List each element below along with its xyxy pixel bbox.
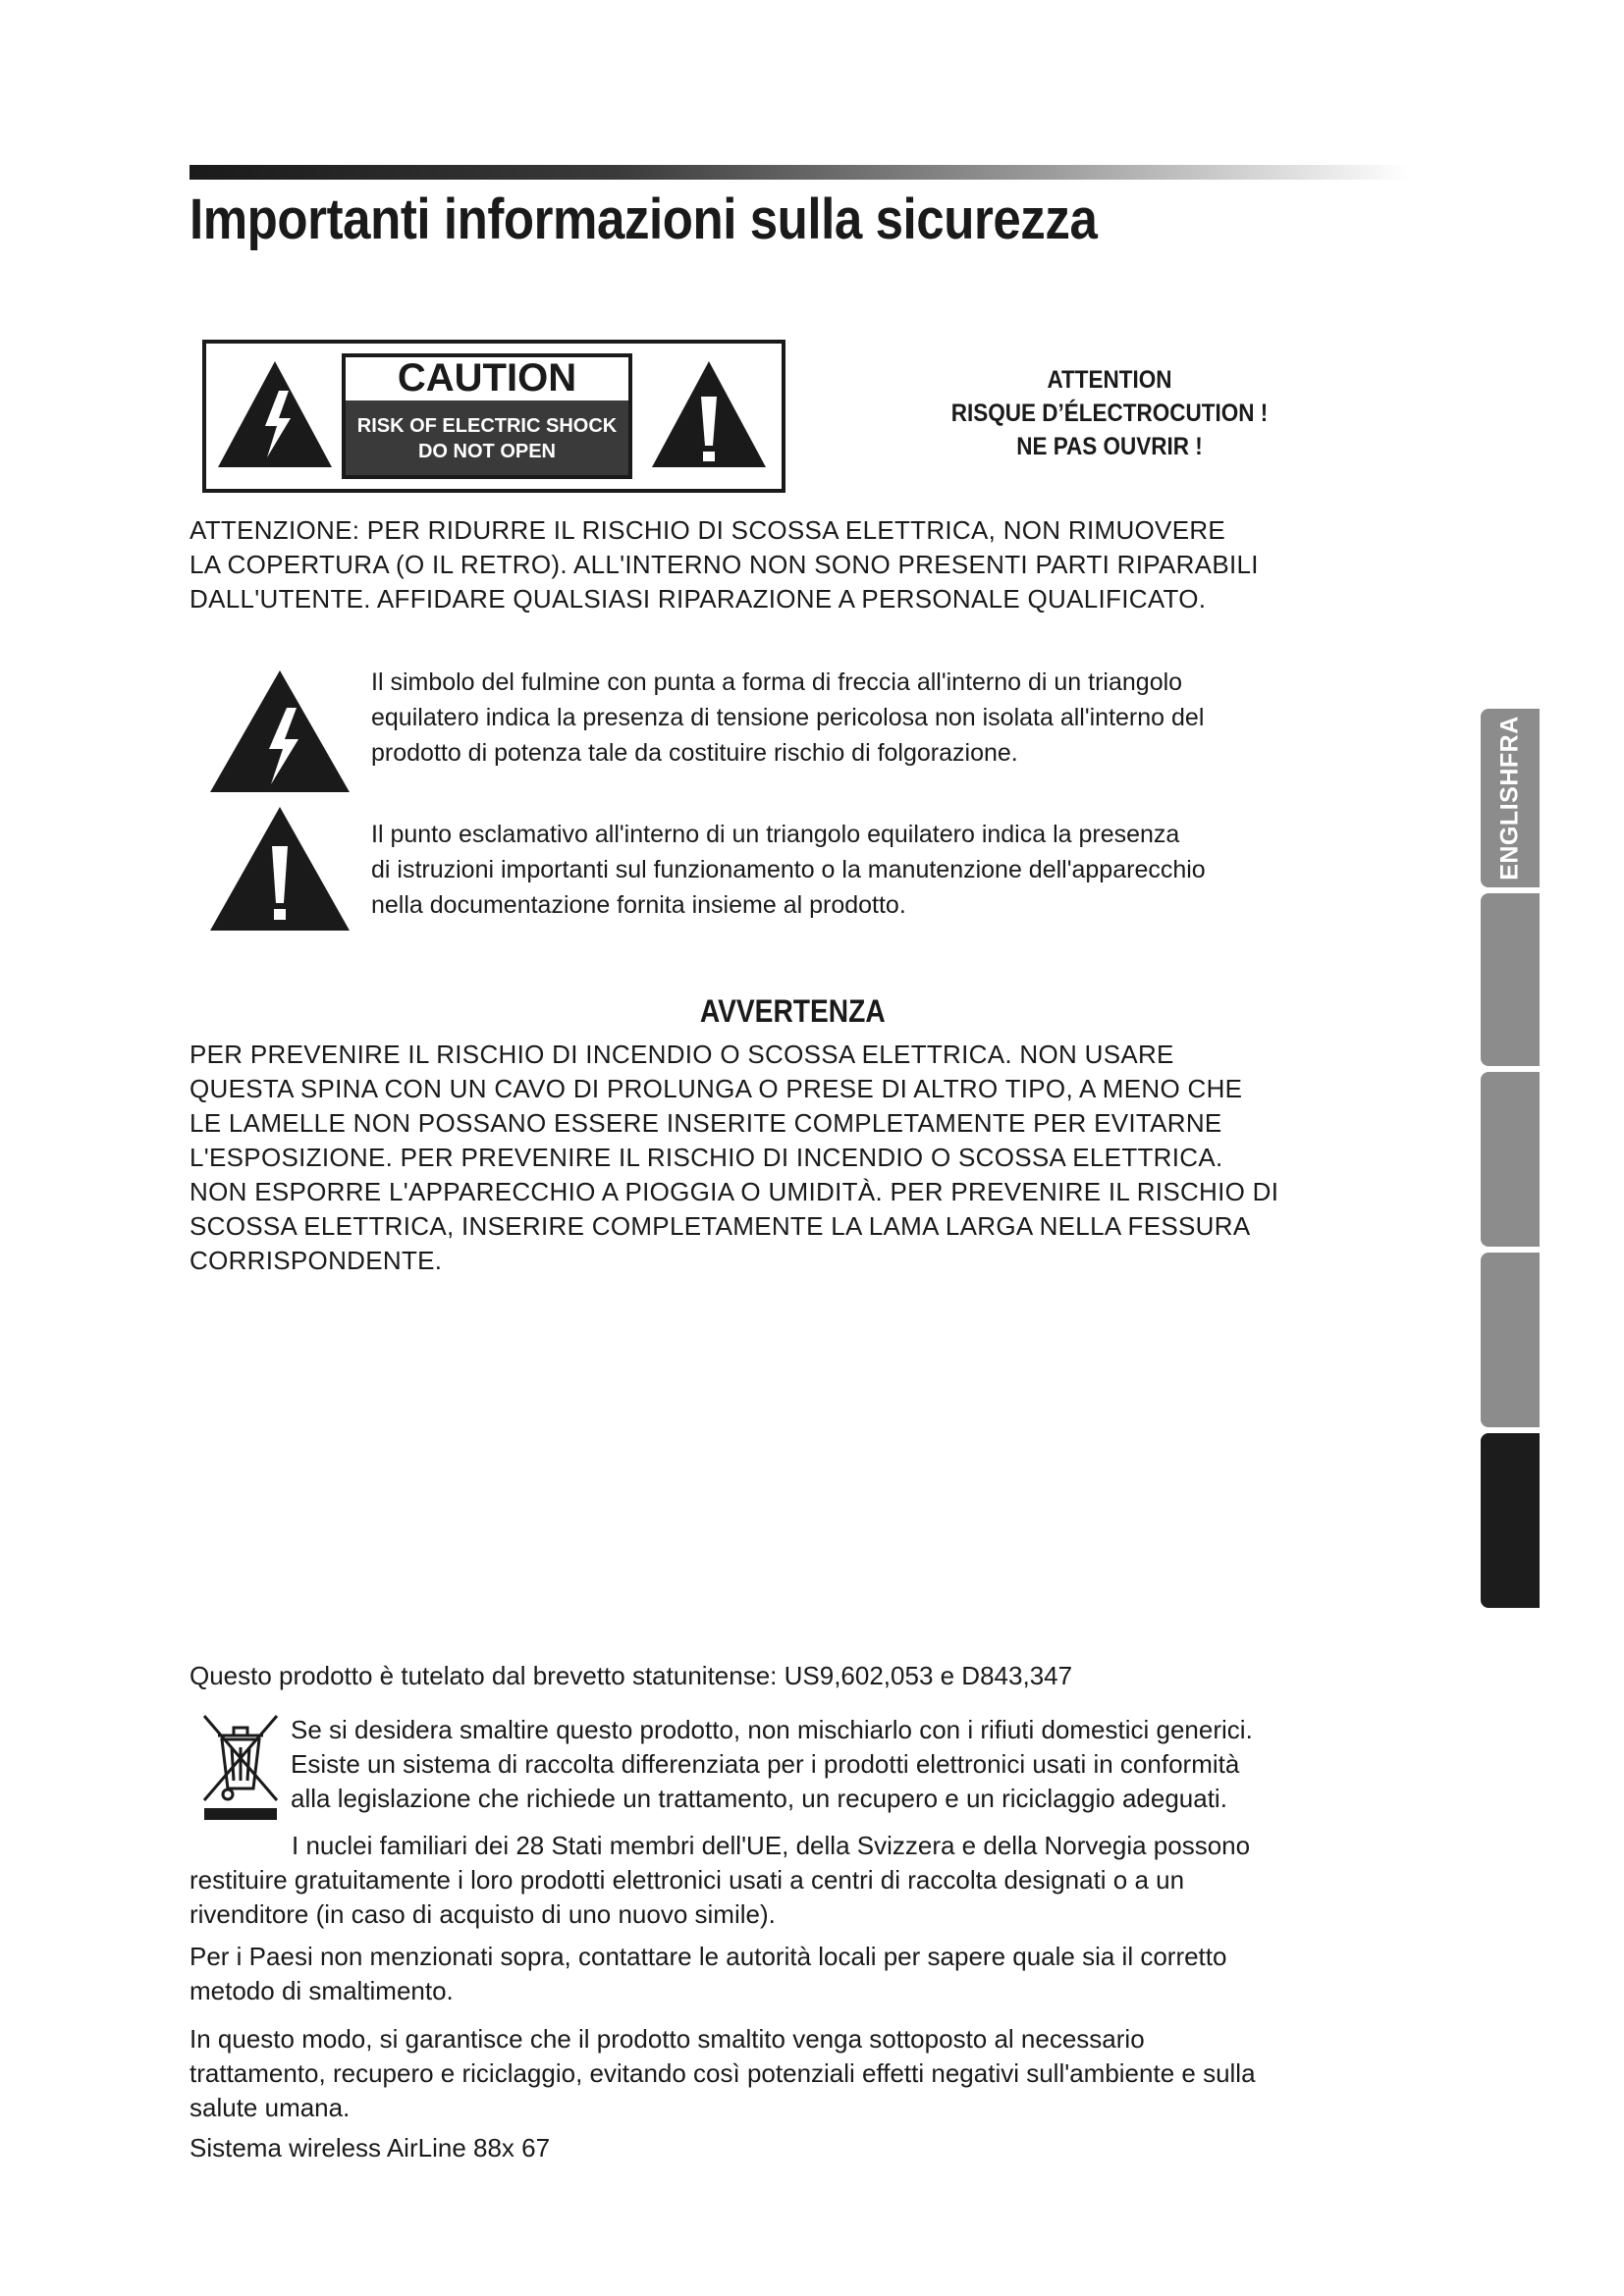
attention-line: NE PAS OUVRIR ! bbox=[1016, 433, 1203, 460]
eu-line: I nuclei familiari dei 28 Stati membri dell'UE, della Svizzera e della Norvegia possono bbox=[292, 1831, 1251, 1860]
caution-label bbox=[202, 340, 785, 493]
attention-line: ATTENTION bbox=[1047, 366, 1172, 394]
weee-line: alla legislazione che richiede un trattamento, un recupero e un riciclaggio adeguati. bbox=[291, 1784, 1227, 1813]
page-title: Importanti informazioni sulla sicurezza bbox=[189, 187, 1098, 251]
avvertenza-line: QUESTA SPINA CON UN CAVO DI PROLUNGA O PRESE DI ALTRO TIPO, A MENO CHE bbox=[189, 1074, 1243, 1103]
attenzione-paragraph bbox=[189, 513, 1259, 616]
exclamation-line: di istruzioni importanti sul funzionamento o la manutenzione dell'apparecchio bbox=[371, 856, 1206, 883]
attenzione-line: ATTENZIONE: PER RIDURRE IL RISCHIO DI SCOSSA ELETTRICA, NON RIMUOVERE bbox=[189, 515, 1226, 545]
weee-paragraph bbox=[291, 1713, 1420, 1816]
attention-block bbox=[884, 363, 1335, 463]
lightning-line: equilatero indica la presenza di tensione pericolosa non isolata all'interno del bbox=[371, 704, 1205, 731]
caution-heading: CAUTION bbox=[397, 356, 577, 400]
language-tab-english[interactable] bbox=[1481, 709, 1540, 887]
avvertenza-paragraph bbox=[189, 1038, 1278, 1278]
caution-line-2: DO NOT OPEN bbox=[417, 441, 557, 462]
exclamation-line: nella documentazione fornita insieme al prodotto. bbox=[371, 891, 906, 919]
guarantee-line: In questo modo, si garantisce che il prodotto smaltito venga sottoposto al necessario bbox=[189, 2024, 1145, 2054]
language-tab-label: ENGLISHFRA bbox=[1495, 716, 1524, 881]
language-tab[interactable] bbox=[1481, 893, 1540, 1066]
guarantee-line: trattamento, recupero e riciclaggio, evitando così potenziali effetti negativi sull'ambiente e sulla bbox=[189, 2058, 1256, 2088]
language-tab[interactable] bbox=[1481, 1253, 1540, 1427]
patent-notice: Questo prodotto è tutelato dal brevetto statunitense: US9,602,053 e D843,347 bbox=[189, 1661, 1073, 1690]
exclamation-line: Il punto esclamativo all'interno di un triangolo equilatero indica la presenza bbox=[371, 821, 1180, 848]
guarantee-paragraph bbox=[189, 2022, 1417, 2125]
avvertenza-line: SCOSSA ELETTRICA, INSERIRE COMPLETAMENTE LA LAMA LARGA NELLA FESSURA bbox=[189, 1211, 1251, 1241]
avvertenza-line: NON ESPORRE L'APPARECCHIO A PIOGGIA O UMIDITÀ. PER PREVENIRE IL RISCHIO DI bbox=[189, 1177, 1279, 1206]
language-tab-active[interactable] bbox=[1481, 1433, 1540, 1608]
language-tab[interactable] bbox=[1481, 1072, 1540, 1247]
guarantee-line: salute umana. bbox=[189, 2093, 351, 2122]
other-line: Per i Paesi non menzionati sopra, contattare le autorità locali per sapere quale sia il corretto bbox=[189, 1942, 1227, 1971]
avvertenza-heading bbox=[189, 993, 1395, 1030]
avvertenza-line: CORRISPONDENTE. bbox=[189, 1246, 443, 1275]
lightning-line: Il simbolo del fulmine con punta a forma di freccia all'interno di un triangolo bbox=[371, 668, 1183, 696]
weee-line: Esiste un sistema di raccolta differenziata per i prodotti elettronici usati in conformità bbox=[291, 1749, 1240, 1779]
eu-paragraph bbox=[189, 1829, 1417, 1932]
lightning-line: prodotto di potenza tale da costituire rischio di folgorazione. bbox=[371, 739, 1018, 767]
eu-line: restituire gratuitamente i loro prodotti elettronici usati a centri di raccolta designati o a un bbox=[189, 1865, 1185, 1895]
eu-line: rivenditore (in caso di acquisto di uno nuovo simile). bbox=[189, 1899, 776, 1929]
attention-line: RISQUE D’ÉLECTROCUTION ! bbox=[950, 400, 1269, 427]
avvertenza-line: PER PREVENIRE IL RISCHIO DI INCENDIO O SCOSSA ELETTRICA. NON USARE bbox=[189, 1040, 1174, 1069]
avvertenza-heading-text: AVVERTENZA bbox=[699, 993, 886, 1029]
avvertenza-line: L'ESPOSIZIONE. PER PREVENIRE IL RISCHIO DI INCENDIO O SCOSSA ELETTRICA. bbox=[189, 1143, 1223, 1172]
caution-line-1: RISK OF ELECTRIC SHOCK bbox=[356, 415, 618, 437]
exclamation-triangle-icon bbox=[208, 805, 352, 933]
lightning-triangle-icon bbox=[208, 668, 352, 794]
avvertenza-line: LE LAMELLE NON POSSANO ESSERE INSERITE COMPLETAMENTE PER EVITARNE bbox=[189, 1108, 1222, 1138]
attenzione-line: LA COPERTURA (O IL RETRO). ALL'INTERNO NON SONO PRESENTI PARTI RIPARABILI bbox=[189, 550, 1259, 579]
lightning-description bbox=[371, 665, 1204, 771]
crossed-bin-icon bbox=[198, 1710, 283, 1824]
other-line: metodo di smaltimento. bbox=[189, 1976, 454, 2005]
exclamation-description bbox=[371, 817, 1206, 923]
title-rule bbox=[189, 165, 1409, 180]
other-countries-paragraph bbox=[189, 1940, 1417, 2008]
attenzione-line: DALL'UTENTE. AFFIDARE QUALSIASI RIPARAZIONE A PERSONALE QUALIFICATO. bbox=[189, 584, 1207, 614]
page-footer: Sistema wireless AirLine 88x 67 bbox=[189, 2133, 551, 2163]
weee-line: Se si desidera smaltire questo prodotto, non mischiarlo con i rifiuti domestici generici. bbox=[291, 1715, 1253, 1744]
